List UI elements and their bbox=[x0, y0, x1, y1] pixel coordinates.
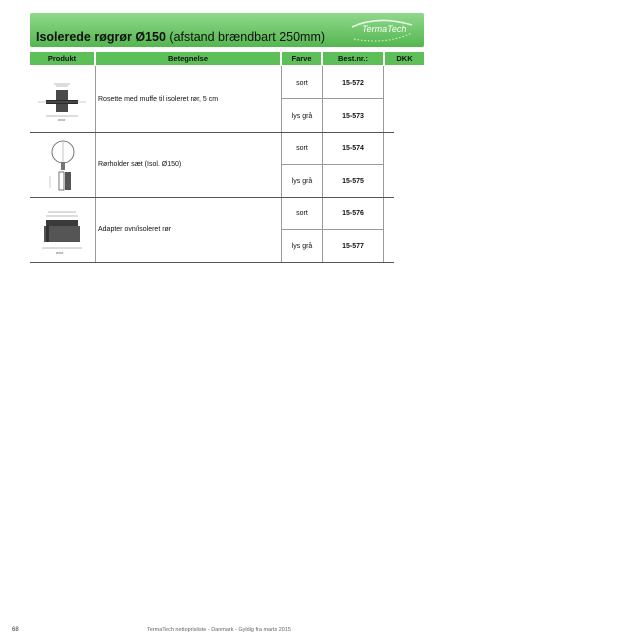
order-number-cell: 15-577 bbox=[342, 243, 364, 250]
footer-text: TermaTech nettoprisliste - Danmark - Gyldig fra marts 2015 bbox=[147, 627, 291, 633]
column-header-betegnelse: Betegnelse bbox=[96, 52, 280, 65]
section-title-rest: (afstand brændbart 250mm) bbox=[169, 30, 326, 44]
pipe-holder-drawing-image bbox=[46, 140, 80, 194]
table-header bbox=[30, 52, 424, 65]
column-header-best-nr: Best.nr.: bbox=[323, 52, 383, 65]
order-number-cell: 15-572 bbox=[342, 80, 364, 87]
adapter-drawing-image bbox=[36, 208, 88, 256]
order-number-cell: 15-573 bbox=[342, 113, 364, 120]
color-cell: lys grå bbox=[291, 243, 313, 250]
logo-text: TermaTech bbox=[362, 24, 407, 34]
svg-text:Ø###: Ø### bbox=[56, 251, 64, 255]
product-name: Rørholder sæt (Isol. Ø150) bbox=[98, 161, 182, 168]
order-number-cell: 15-575 bbox=[342, 178, 364, 185]
color-cell: sort bbox=[296, 210, 308, 217]
section-header bbox=[30, 13, 424, 47]
product-name: Adapter ovn/isoleret rør bbox=[98, 226, 172, 233]
color-cell: sort bbox=[296, 80, 308, 87]
page-number: 68 bbox=[12, 627, 19, 633]
color-cell: sort bbox=[296, 145, 308, 152]
column-header-dkk: DKK bbox=[385, 52, 424, 65]
color-cell: lys grå bbox=[291, 113, 313, 120]
termatech-logo bbox=[348, 17, 418, 43]
order-number-cell: 15-574 bbox=[342, 145, 364, 152]
color-cell: lys grå bbox=[291, 178, 313, 185]
rosette-drawing-image bbox=[36, 80, 88, 124]
section-title-bold: Isolerede røgrør Ø150 bbox=[36, 30, 166, 44]
section-title bbox=[36, 30, 325, 44]
order-number-cell: 15-576 bbox=[342, 210, 364, 217]
svg-text:Ø###: Ø### bbox=[58, 118, 66, 122]
product-name: Rosette med muffe til isoleret rør, 5 cm bbox=[98, 96, 219, 103]
column-header-farve: Farve bbox=[282, 52, 321, 65]
column-header-produkt: Produkt bbox=[30, 52, 94, 65]
